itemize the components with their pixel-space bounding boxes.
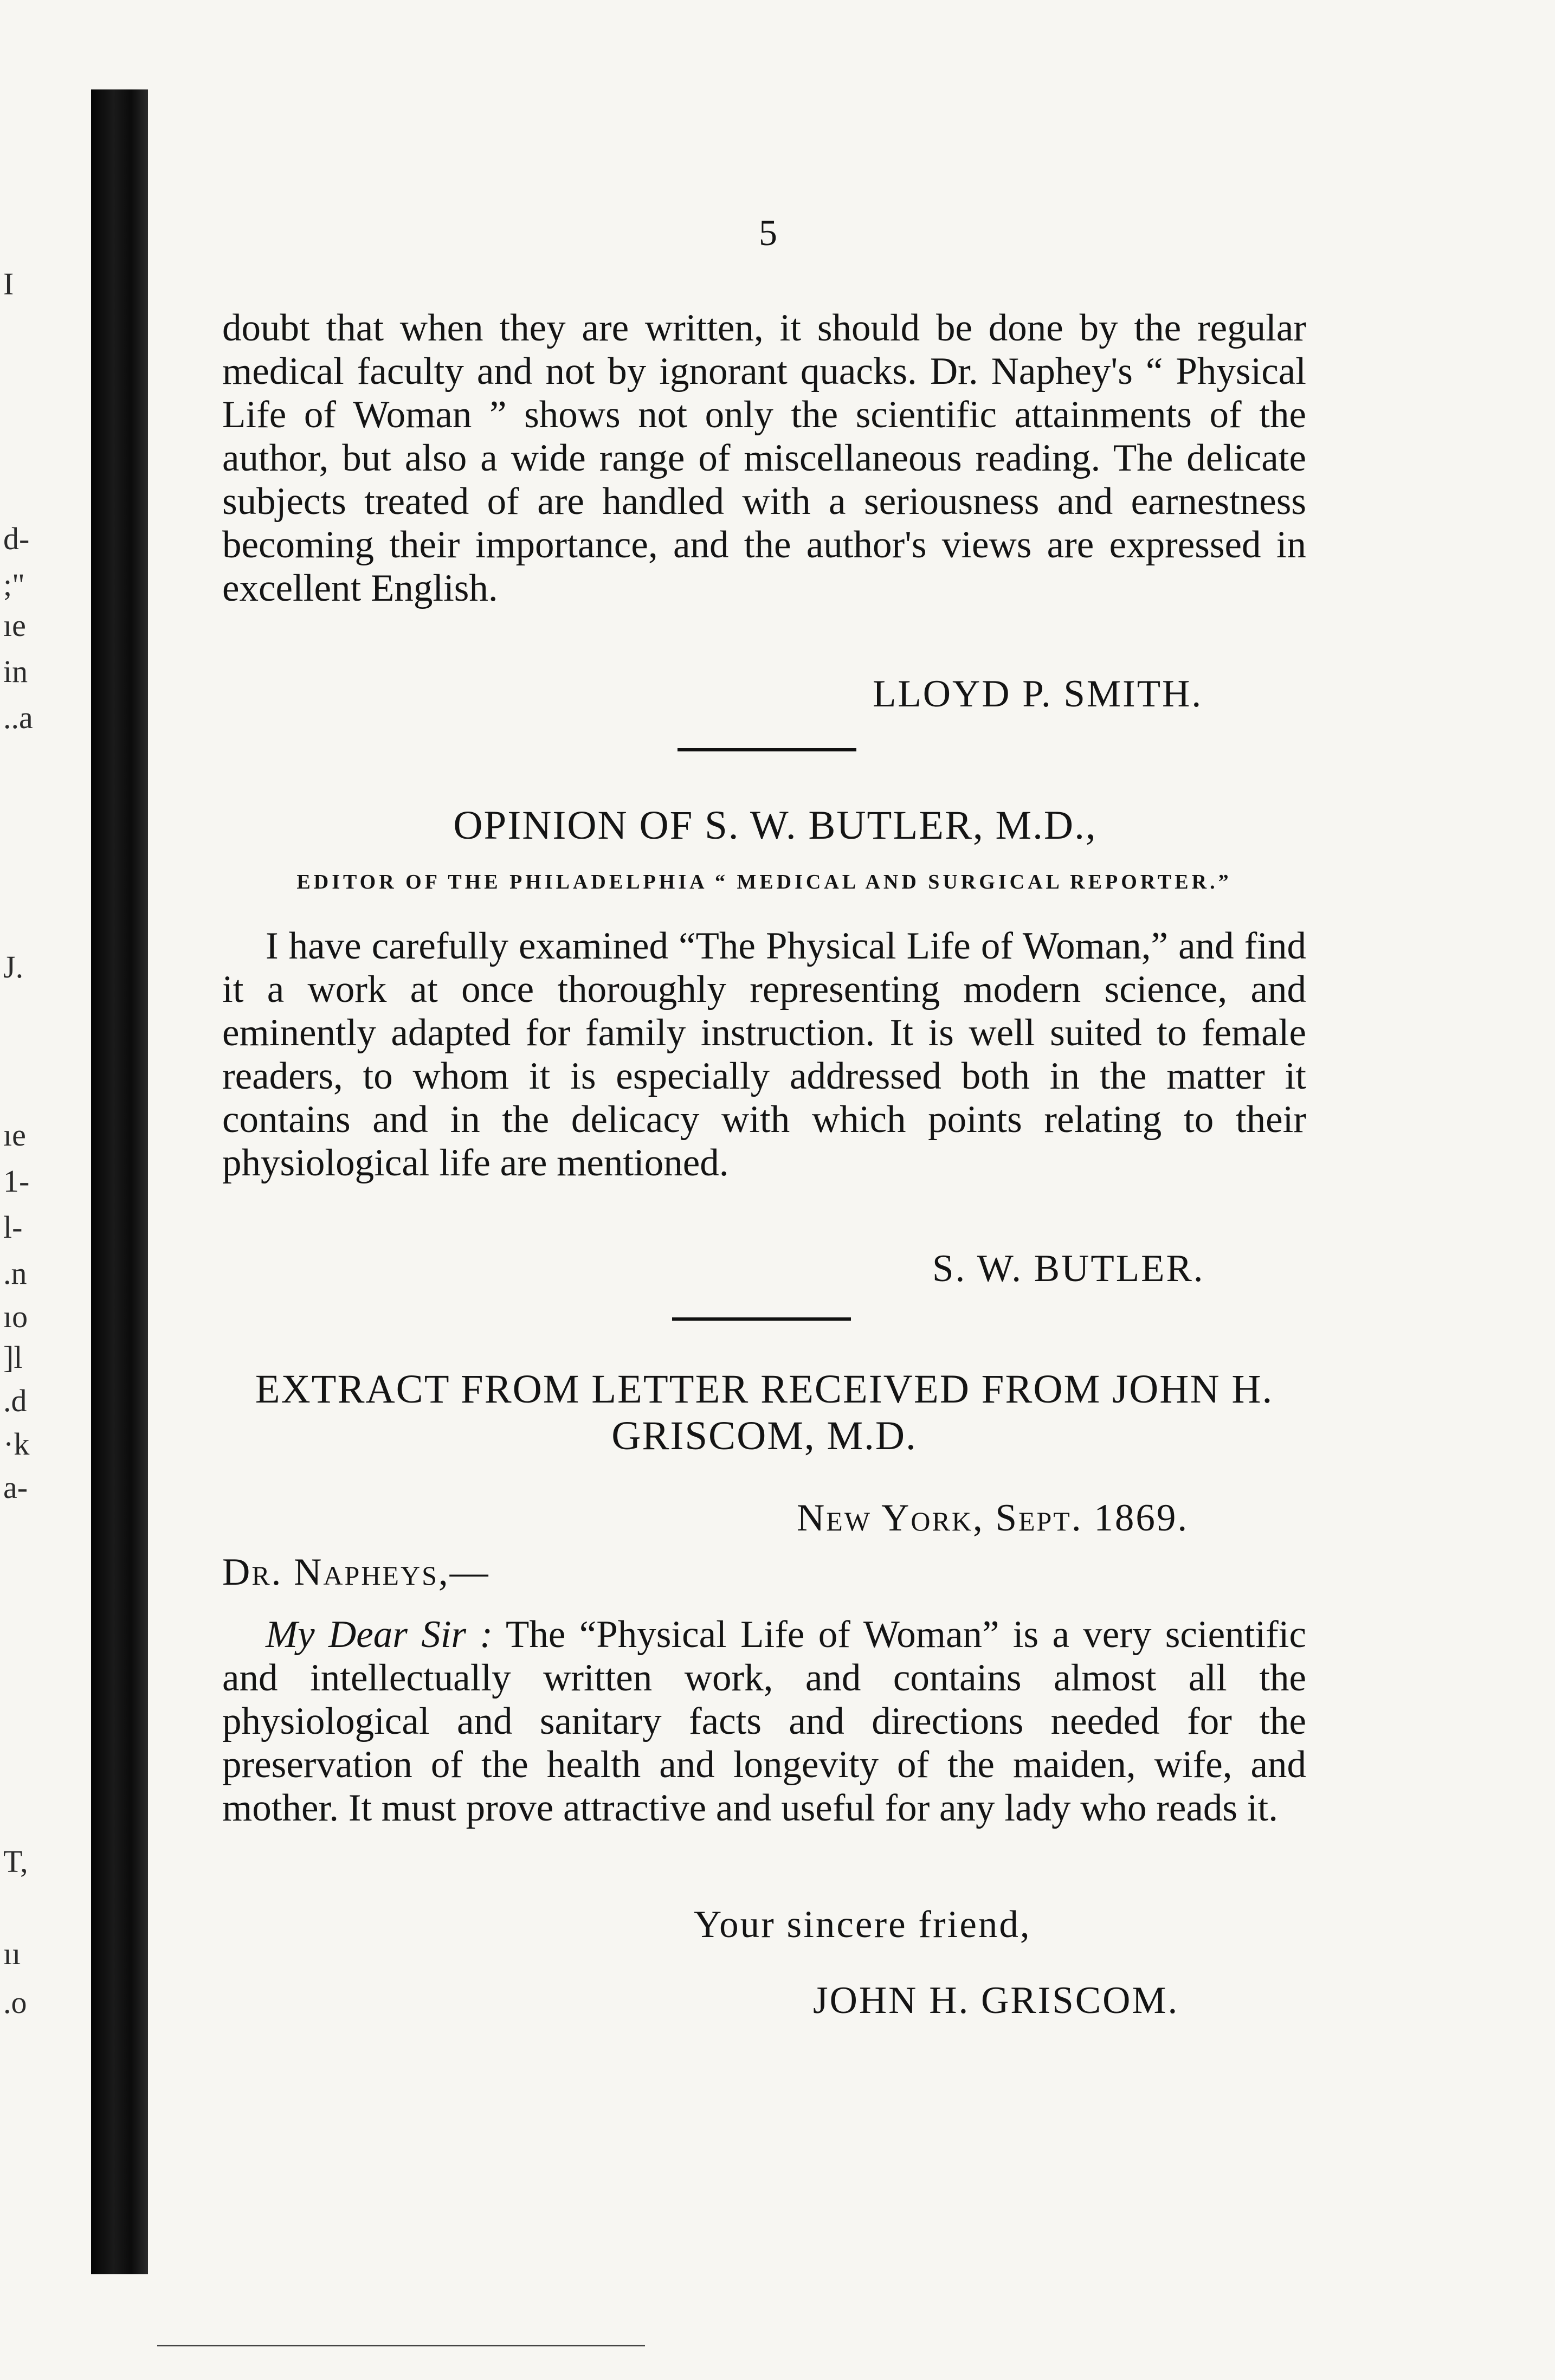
signature-lloyd-p-smith: LLOYD P. SMITH. (873, 673, 1203, 715)
section-divider (678, 748, 856, 751)
lloyd-smith-testimonial (222, 306, 1306, 610)
margin-fragment: d- (3, 521, 30, 556)
griscom-section-heading: EXTRACT FROM LETTER RECEIVED FROM JOHN H. GRISCOM, M.D. (255, 1367, 1274, 1458)
griscom-letter (222, 1613, 1306, 1830)
section-divider (672, 1317, 851, 1321)
page-number: 5 (759, 212, 777, 253)
margin-fragment: ıe (3, 1117, 26, 1153)
letter-salutation: Dr. Napheys,— (222, 1551, 490, 1593)
letter-greeting: My Dear Sir : (266, 1613, 493, 1656)
testimonial-paragraph: I have carefully examined “The Physical Life of Woman,” and find it a work at once thoroughly representing modern science, and eminently adapted for family instruction. It is well suited to female readers, to whom it is especially addressed both in the matter it contains and in the delicacy with which points relating to their physiological life are mentioned. (222, 925, 1306, 1184)
butler-editor-subheading: EDITOR OF THE PHILADELPHIA “ MEDICAL AND SURGICAL REPORTER.” (296, 871, 1232, 893)
margin-fragment: T, (3, 1844, 28, 1879)
margin-fragment: ..a (3, 700, 33, 735)
margin-fragment: ıe (3, 608, 26, 643)
book-binding-edge (91, 89, 148, 2274)
adjacent-page-margin (0, 0, 81, 2380)
margin-fragment: ]l (3, 1340, 23, 1375)
butler-testimonial (222, 924, 1306, 1185)
margin-fragment: .o (3, 1985, 27, 2020)
margin-fragment: I (3, 266, 14, 301)
margin-fragment: in (3, 654, 28, 689)
margin-fragment: .d (3, 1383, 27, 1418)
signature-s-w-butler: S. W. BUTLER. (932, 1247, 1205, 1290)
margin-fragment: ;" (3, 567, 25, 602)
margin-fragment: ıı (3, 1936, 21, 1971)
letter-body: The “Physical Life of Woman” is a very scientific and intellectually written work, and contains almost all the physiological and sanitary facts and directions needed for the preservation of the health and longevity of the maiden, wife, and mother. It must prove attractive and useful for any lady who reads it. (222, 1613, 1306, 1829)
margin-fragment: .n (3, 1256, 27, 1291)
letter-closing: Your sincere friend, (694, 1903, 1031, 1946)
margin-fragment: a- (3, 1470, 28, 1505)
margin-fragment: 1- (3, 1163, 30, 1199)
margin-fragment: ·k (3, 1426, 30, 1462)
letter-dateline: New York, Sept. 1869. (797, 1497, 1189, 1539)
margin-fragment: ıo (3, 1299, 28, 1334)
testimonial-paragraph: doubt that when they are written, it should be done by the regular medical faculty and not by ignorant quacks. Dr. Naphey's “ Physical Life of Woman ” shows not only the scientific attainments of the author, but also a wide range of miscellaneous reading. The delicate subjects treated of are handled with a seriousness and earnestness becoming their importance, and the author's views are expressed in excellent English. (222, 307, 1306, 609)
margin-fragment: J. (3, 949, 24, 985)
page-bottom-edge (157, 2345, 645, 2346)
butler-section-heading: OPINION OF S. W. BUTLER, M.D., (453, 803, 1097, 848)
margin-fragment: l- (3, 1210, 23, 1245)
signature-john-h-griscom: JOHN H. GRISCOM. (813, 1979, 1179, 2022)
